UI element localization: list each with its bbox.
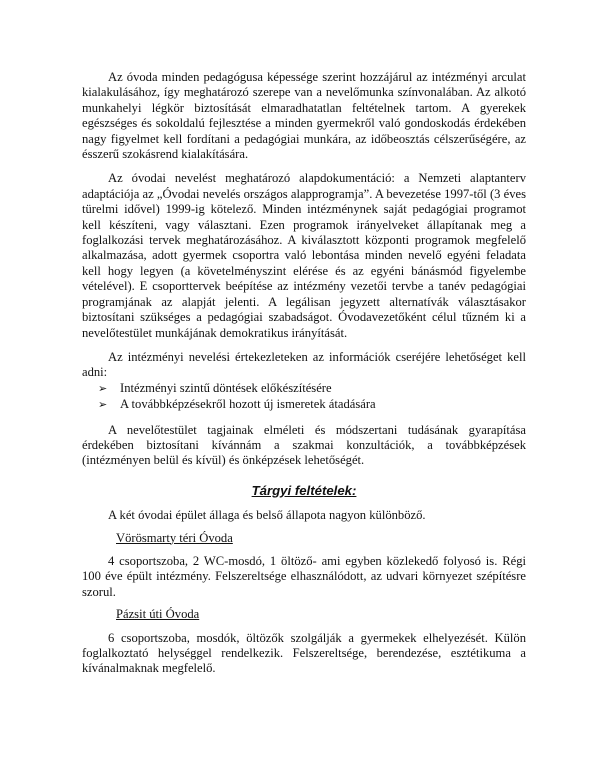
paragraph-building-description: 4 csoportszoba, 2 WC-mosdó, 1 öltöző- ami egyben közlekedő folyosó is. Régi 100 éve épült intézmény. Felszereltsége elhasználódott, az udvari környezet szépítésre szorul. [82,553,526,599]
list-item-text: Intézményi szintű döntések előkészítésére [120,380,332,395]
paragraph-training: A nevelőtestület tagjainak elméleti és módszertani tudásának gyarapítása érdekében biztosítani kívánnám a szakmai konzultációk, a továbbképzések (intézményen belül és kívül) és önképzések lehetőségét. [82,422,526,468]
paragraph-contribution: Az óvoda minden pedagógusa képessége szerint hozzájárul az intézményi arculat kialakulásához, így meghatározó szerepe van a nevelőmunka színvonalában. Az alkotó munkahelyi légkör biztosítását elmaradhatatlan feltételnek tartom. A gyerekek egészséges és sokoldalú fejlesztése a minden gyermekről való gondoskodás érdekében nagy figyelmet kell fordítani a pedagógiai munkára, az időbeosztás célszerűségére, az ésszerű szokásrend kialakítására. [82,70,526,162]
arrowhead-bullet-icon: ➢ [98,399,108,412]
list-item [98,397,526,413]
arrowhead-bullet-icon: ➢ [98,382,108,395]
list-item [98,381,526,397]
meeting-topics-list [98,381,526,414]
building-heading: Pázsit úti Óvoda [116,607,200,622]
paragraph-building-description: 6 csoportszoba, mosdók, öltözők szolgálják a gyermekek elhelyezését. Külön foglalkoztató helységgel rendelkezik. Felszereltsége, berendezése, esztétikuma a kívánalmaknak megfelelő. [82,630,526,676]
paragraph-meetings: Az intézményi nevelési értekezleteken az információk cseréjére lehetőséget kell adni: [82,349,526,380]
document-body [82,70,526,677]
list-item-text: A továbbképzésekről hozott új ismeretek átadására [120,397,376,412]
paragraph-buildings-intro: A két óvodai épület állaga és belső állapota nagyon különböző. [108,508,426,523]
building-heading: Vörösmarty téri Óvoda [116,530,233,545]
section-heading: Tárgyi feltételek: [251,482,357,498]
paragraph-core-documents: Az óvodai nevelést meghatározó alapdokumentáció: a Nemzeti alaptanterv adaptációja az „Óvodai nevelés országos alapprogramja”. A bevezetése 1997-től (3 éves türelmi idővel) 1999-ig kötelező. Minden intézménynek saját pedagógiai programot kell készíteni, vagy választani. Ezen programok irányelveket állapítanak meg a foglalkozási tervek meghatározásához. A kiválasztott központi programok megfelelő alkalmazása, adott gyermek csoportra való lebontása minden nevelő egyéni feladata kell hogy legyen (a követelményszint elérése és az egyéni bánásmód figyelembe vételével). E csoporttervek beépítése az intézmény vezetői tervbe a tanév pedagógiai programjának az alapját jelenti. A legálisan jegyzett alternatívák választásakor biztosítani szükséges a pedagógiai szabadságot. Óvodavezetőként célul tűzném ki a nevelőtestület munkájának demokratikus irányítását. [82,171,526,340]
